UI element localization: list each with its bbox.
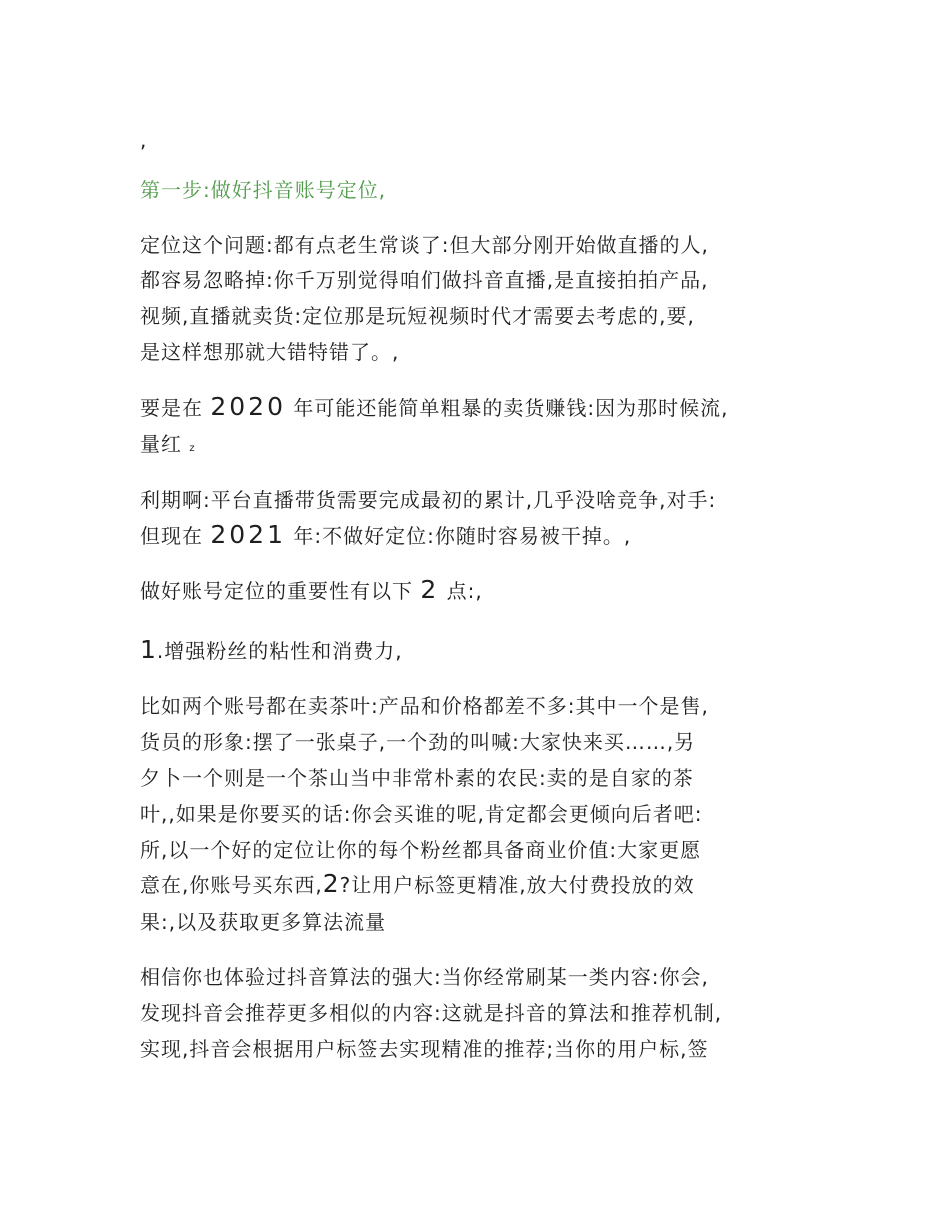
stray-comma-text: , (140, 128, 148, 152)
paragraph-1-line-3 (140, 304, 695, 328)
text-segment: 做好账号定位的重要性有以下 (140, 579, 413, 603)
text-line: 货员的形象:摆了一张桌子,一个劲的叫喊:大家快来买……,另 (140, 730, 696, 754)
text-line: 所,以一个好的定位让你的每个粉丝都具备商业价值:大家更愿 (140, 838, 702, 862)
list-number: 2 (322, 869, 340, 898)
paragraph-2-line-1 (140, 392, 729, 421)
text-line: 夕卜一个则是一个茶山当中非常朴素的农民:卖的是自家的茶 (140, 766, 694, 790)
list-item-text: .增强粉丝的粘性和消费力, (156, 639, 403, 663)
paragraph-6-line-1 (140, 694, 709, 718)
text-line: 定位这个问题:都有点老生常谈了:但大部分刚开始做直播的人, (140, 233, 709, 257)
text-segment: 要是在 (140, 396, 203, 420)
paragraph-6-line-4 (140, 802, 703, 826)
text-segment: 意在,你账号买东西, (140, 873, 323, 897)
paragraph-6-line-7 (140, 910, 386, 934)
list-number: 1 (140, 635, 157, 664)
text-line: 利期啊:平台直播带货需要完成最初的累计,几乎没啥竞争,对手: (140, 488, 717, 512)
text-line: 都容易忽略掉:你千万别觉得咱们做抖音直播,是直接拍拍产品, (140, 268, 709, 292)
paragraph-2-line-2 (140, 432, 196, 461)
text-segment: 但现在 (140, 524, 203, 548)
text-segment: 点:, (446, 579, 483, 603)
text-segment: 量红 (140, 432, 182, 456)
list-item-1 (140, 635, 403, 664)
text-line: 是这样想那就大错特错了。, (140, 340, 400, 364)
text-line: 叶,,如果是你要买的话:你会买谁的呢,肯定都会更倾向后者吧: (140, 802, 703, 826)
text-segment: 年:不做好定位:你随时容易被干掉。, (293, 524, 632, 548)
text-line: 发现抖音会推荐更多相似的内容:这就是抖音的算法和推荐机制, (140, 1001, 723, 1025)
paragraph-6-line-2 (140, 730, 695, 754)
text-line: 相信你也体验过抖音算法的强大:当你经常刷某一类内容:你会, (140, 965, 709, 989)
section-heading (140, 178, 386, 202)
count-number: 2 (420, 575, 440, 604)
paragraph-7-line-2 (140, 1001, 722, 1025)
paragraph-3-line-1 (140, 488, 716, 512)
text-segment: 年可能还能简单粗暴的卖货赚钱:因为那时候流, (293, 396, 729, 420)
section-heading-text: 第一步:做好抖音账号定位, (140, 178, 387, 202)
text-line: 果:,以及获取更多算法流量 (140, 910, 387, 934)
stray-comma (140, 128, 147, 152)
paragraph-6-line-3 (140, 766, 694, 790)
paragraph-4 (140, 575, 483, 604)
paragraph-1-line-4 (140, 340, 399, 364)
year-number: 2021 (210, 520, 286, 549)
text-line: 视频,直播就卖货:定位那是玩短视频时代才需要去考虑的,要, (140, 304, 695, 328)
paragraph-6-line-6 (140, 869, 695, 898)
text-segment: ?让用户标签更精准,放大付费投放的效 (339, 873, 695, 897)
paragraph-3-line-2 (140, 520, 632, 549)
year-number: 2020 (210, 392, 286, 421)
paragraph-7-line-1 (140, 965, 709, 989)
paragraph-1-line-1 (140, 233, 709, 257)
stray-mark: z (189, 443, 196, 454)
paragraph-1-line-2 (140, 268, 708, 292)
paragraph-7-line-3 (140, 1037, 708, 1061)
paragraph-6-line-5 (140, 838, 701, 862)
text-line: 实现,抖音会根据用户标签去实现精准的推荐;当你的用户标,签 (140, 1037, 709, 1061)
text-line: 比如两个账号都在卖茶叶:产品和价格都差不多:其中一个是售, (140, 694, 709, 718)
